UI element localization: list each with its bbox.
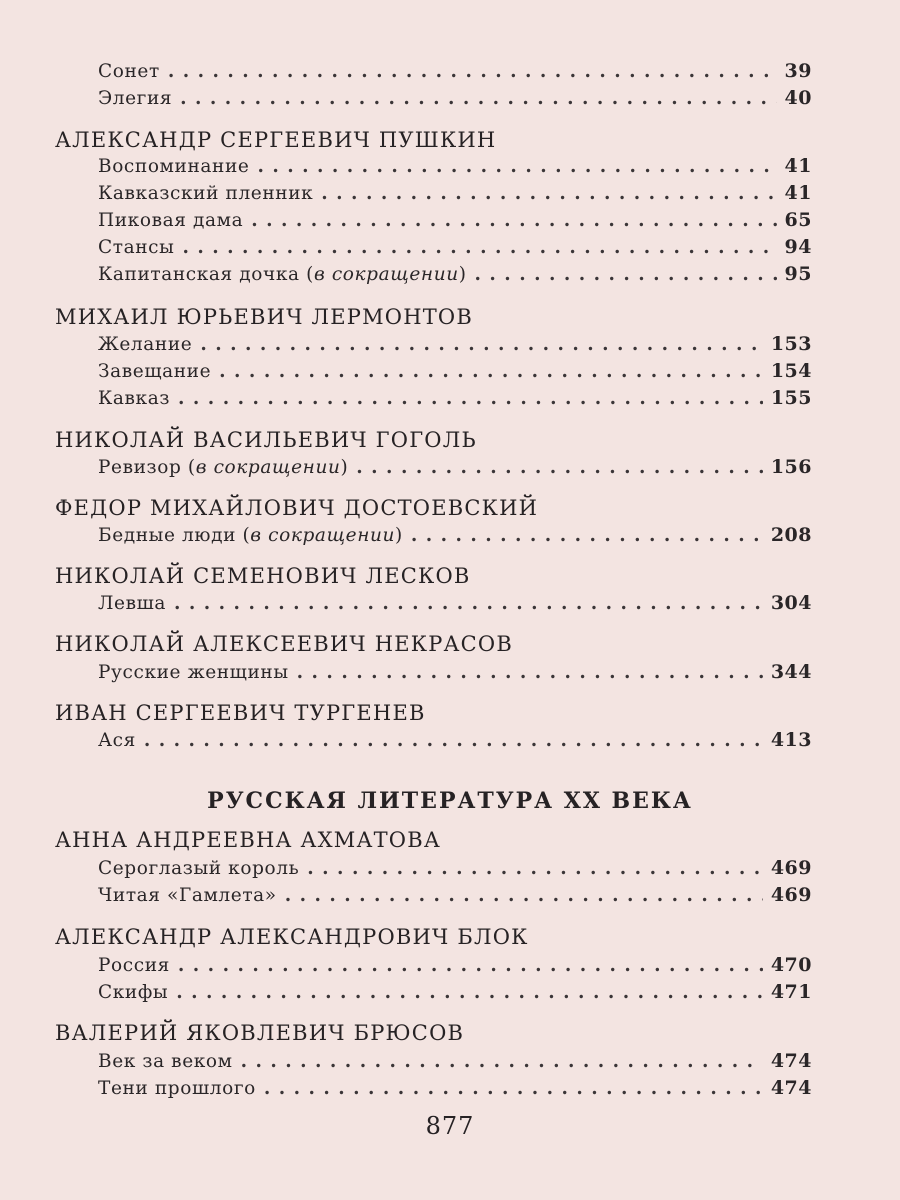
dot-leader [257, 156, 776, 177]
entry-title: Читая «Гамлета» [98, 885, 277, 906]
dot-leader [321, 183, 776, 204]
page-number: 877 [425, 1112, 475, 1140]
toc-entry [98, 592, 812, 618]
entry-page: 474 [770, 1077, 812, 1099]
author-heading: АЛЕКСАНДР СЕРГЕЕВИЧ ПУШКИН [55, 128, 497, 152]
author-heading: ВАЛЕРИЙ ЯКОВЛЕВИЧ БРЮСОВ [55, 1021, 465, 1045]
dot-leader [176, 982, 763, 1003]
dot-leader [200, 334, 763, 355]
toc-entry [98, 263, 812, 289]
entry-page: 471 [770, 981, 812, 1003]
entry-title: Ася [98, 730, 136, 751]
entry-page: 474 [770, 1050, 812, 1072]
entry-title: Стансы [98, 237, 175, 258]
entry-page: 469 [770, 857, 812, 879]
entry-page: 344 [770, 661, 812, 683]
toc-entry [98, 661, 812, 687]
entry-page: 41 [784, 182, 812, 204]
entry-page: 94 [784, 236, 812, 258]
dot-leader [285, 885, 763, 906]
entry-page: 65 [784, 209, 812, 231]
entry-title: Воспоминание [98, 156, 250, 177]
entry-title: Русские женщины [98, 662, 289, 683]
dot-leader [180, 88, 776, 109]
author-heading: ИВАН СЕРГЕЕВИЧ ТУРГЕНЕВ [55, 701, 426, 725]
entry-title: Кавказ [98, 388, 171, 409]
toc-entry [98, 333, 812, 359]
toc-entry [98, 954, 812, 980]
dot-leader [178, 388, 763, 409]
entry-title: Россия [98, 955, 170, 976]
dot-leader [356, 457, 763, 478]
entry-page: 39 [784, 60, 812, 82]
entry-title: Кавказский пленник [98, 183, 314, 204]
dot-leader [307, 858, 763, 879]
entry-title: Желание [98, 334, 193, 355]
entry-page: 304 [770, 592, 812, 614]
entry-page: 153 [770, 333, 812, 355]
entry-title: Тени прошлого [98, 1078, 256, 1099]
entry-title: Бедные люди (в сокращении) [98, 525, 403, 546]
entry-title: Сероглазый король [98, 858, 300, 879]
dot-leader [251, 210, 776, 231]
dot-leader [411, 525, 763, 546]
entry-note: в сокращении [250, 525, 396, 546]
section-heading: РУССКАЯ ЛИТЕРАТУРА XX ВЕКА [207, 788, 693, 814]
toc-entry [98, 360, 812, 386]
entry-title: Завещание [98, 361, 212, 382]
entry-title: Капитанская дочка (в сокращении) [98, 264, 467, 285]
toc-entry [98, 87, 812, 113]
toc-entry [98, 729, 812, 755]
dot-leader [264, 1078, 763, 1099]
toc-entry [98, 884, 812, 910]
toc-entry [98, 236, 812, 262]
author-heading: МИХАИЛ ЮРЬЕВИЧ ЛЕРМОНТОВ [55, 305, 473, 329]
entry-note: в сокращении [195, 457, 341, 478]
entry-title: Элегия [98, 88, 173, 109]
entry-page: 208 [770, 524, 812, 546]
author-heading: НИКОЛАЙ ВАСИЛЬЕВИЧ ГОГОЛЬ [55, 428, 477, 452]
entry-page: 469 [770, 884, 812, 906]
dot-leader [219, 361, 763, 382]
entry-note: в сокращении [313, 264, 459, 285]
entry-page: 95 [784, 263, 812, 285]
entry-page: 40 [784, 87, 812, 109]
entry-page: 470 [770, 954, 812, 976]
toc-entry [98, 387, 812, 413]
toc-entry [98, 524, 812, 550]
author-heading: НИКОЛАЙ СЕМЕНОВИЧ ЛЕСКОВ [55, 564, 471, 588]
entry-page: 413 [770, 729, 812, 751]
author-heading: НИКОЛАЙ АЛЕКСЕЕВИЧ НЕКРАСОВ [55, 632, 513, 656]
entry-title: Ревизор (в сокращении) [98, 457, 349, 478]
toc-entry [98, 182, 812, 208]
toc-entry [98, 60, 812, 86]
author-heading: АННА АНДРЕЕВНА АХМАТОВА [55, 828, 441, 852]
toc-entry [98, 857, 812, 883]
dot-leader [475, 264, 777, 285]
entry-page: 41 [784, 155, 812, 177]
toc-entry [98, 209, 812, 235]
dot-leader [144, 730, 763, 751]
dot-leader [182, 237, 776, 258]
dot-leader [178, 955, 763, 976]
toc-entry [98, 981, 812, 1007]
toc-entry [98, 1077, 812, 1103]
entry-title: Пиковая дама [98, 210, 244, 231]
entry-page: 156 [770, 456, 812, 478]
entry-page: 155 [770, 387, 812, 409]
dot-leader [241, 1051, 763, 1072]
toc-entry [98, 456, 812, 482]
dot-leader [168, 61, 777, 82]
dot-leader [174, 593, 763, 614]
entry-title: Скифы [98, 982, 169, 1003]
author-heading: АЛЕКСАНДР АЛЕКСАНДРОВИЧ БЛОК [55, 925, 529, 949]
entry-title: Век за веком [98, 1051, 233, 1072]
author-heading: ФЕДОР МИХАЙЛОВИЧ ДОСТОЕВСКИЙ [55, 496, 539, 520]
entry-title: Левша [98, 593, 167, 614]
entry-title: Сонет [98, 61, 160, 82]
dot-leader [297, 662, 763, 683]
toc-entry [98, 1050, 812, 1076]
entry-page: 154 [770, 360, 812, 382]
toc-entry [98, 155, 812, 181]
